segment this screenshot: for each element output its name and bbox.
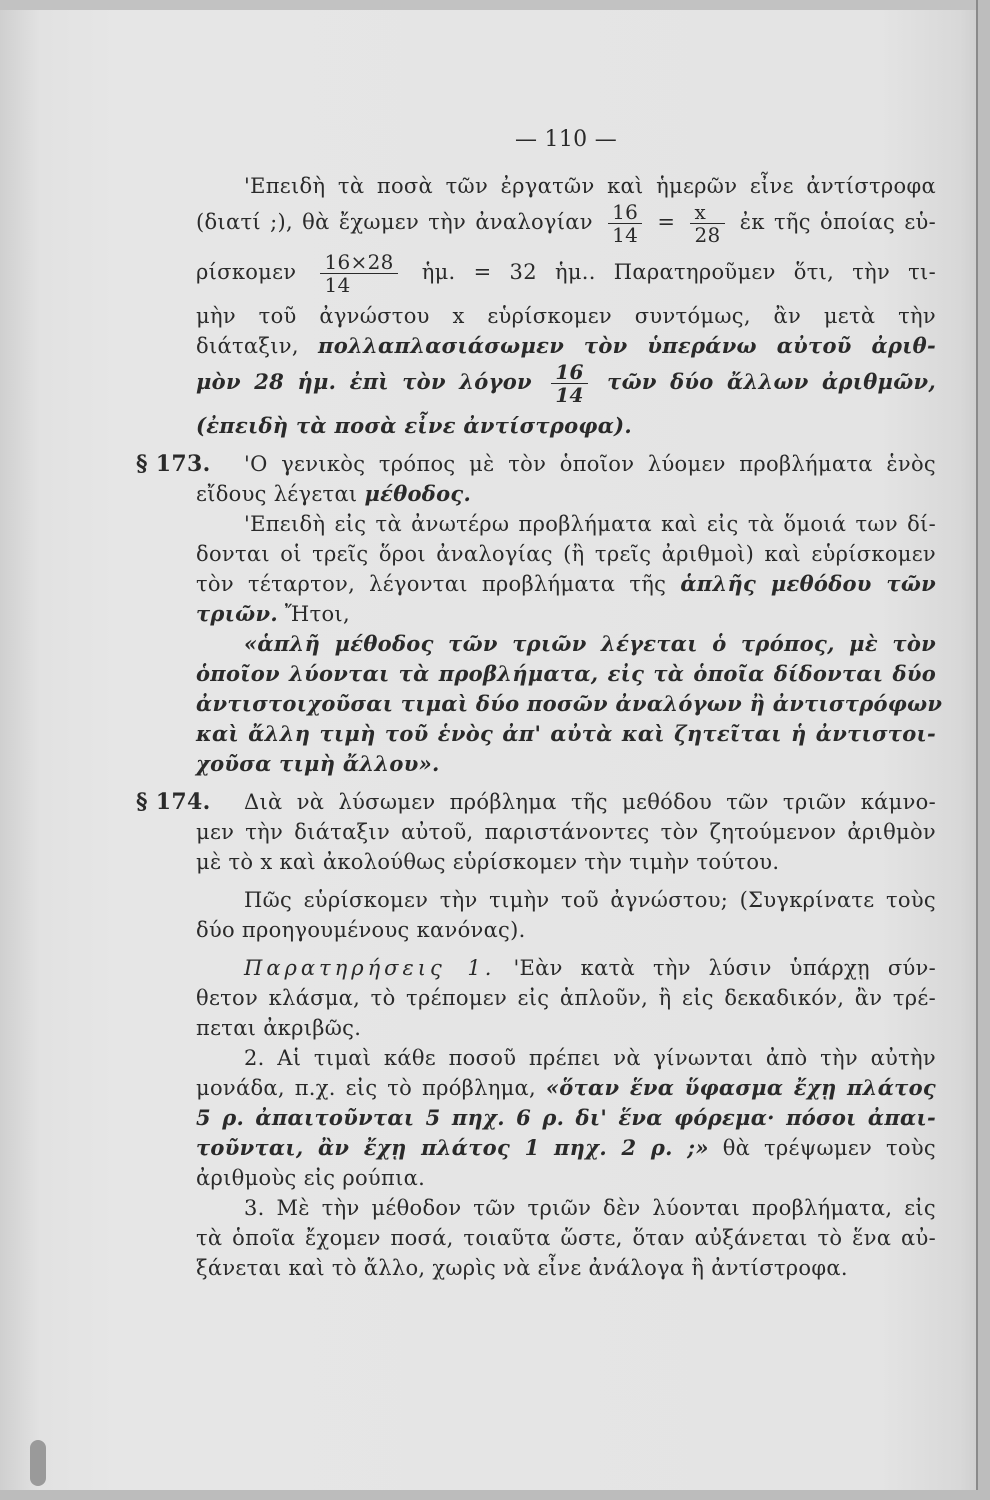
text-line: 'Ο γενικὸς τρόπος μὲ τὸν ὁποῖον λύομεν προβλήματα ἑνὸς [244,452,936,476]
quote-line: «ἁπλῆ μέθοδος τῶν τριῶν λέγεται ὁ τρόπος, μὲ τὸν [244,631,936,656]
scan-bottom-edge [0,1490,990,1500]
section-label: § 173. [136,451,211,477]
fraction-denominator: 14 [612,223,639,247]
fraction-denominator: 28 [694,223,721,247]
fraction-16-14 [608,201,642,246]
text-line-with-fraction [196,251,936,301]
fraction-denominator: 14 [555,383,584,407]
text-line [196,331,936,361]
scan-right-margin [978,0,990,1500]
text-line [196,1133,936,1163]
text-line: 'Επειδὴ τὰ ποσὰ τῶν ἐργατῶν καὶ ἡμερῶν εἶνε ἀντίστροφα [244,174,936,198]
quote-line: ἀντιστοιχοῦσαι τιμαὶ δύο ποσῶν ἀναλόγων ἢ ἀντιστρόφων [196,691,943,716]
text-span: μονάδα, π.χ. εἰς τὸ πρόβλημα, [196,1076,536,1100]
term-method: μέθοδος. [364,481,472,506]
emphasis-text: τῶν δύο ἄλλων ἀριθμῶν, [607,369,936,394]
section-174 [136,787,937,1283]
text-line: Διὰ νὰ λύσωμεν πρόβλημα τῆς μεθόδου τῶν τριῶν κάμνο- [244,790,936,814]
quote-line: ὁποῖον λύονται τὰ προβλήματα, εἰς τὰ ὁποῖα δίδονται δύο [196,661,936,686]
text-line: μὴν τοῦ ἀγνώστου x εὑρίσκομεν συντόμως, ἂν μετὰ τὴν [196,304,936,328]
text-line [196,953,936,983]
fraction-numerator: 16 [551,361,587,384]
fraction-denominator: 14 [324,273,351,297]
text-line: (ἐπειδὴ τὰ ποσὰ εἶνε ἀντίστροφα). [196,413,633,438]
text-line: τὰ ὁποῖα ἔχομεν ποσά, τοιαῦτα ὥστε, ὅταν αὐξάνεται τὸ ἕνα αὐ- [196,1226,936,1250]
text-span: Ἤτοι, [284,602,350,626]
page-right-edge [976,0,978,1500]
text-line-with-proportion [196,201,936,251]
text-line: δύο προηγουμένους κανόνας). [196,918,526,942]
fraction-numerator: 16 [608,201,642,224]
text-span: ἡμ. = 32 ἡμ.. Παρατηροῦμεν ὅτι, τὴν τι- [421,260,936,284]
text-line: μὲ τὸ x καὶ ἀκολούθως εὑρίσκομεν τὴν τιμὴν τούτου. [196,850,780,874]
scan-top-edge [0,0,990,10]
fraction-numerator: 16×28 [320,251,397,274]
emphasis-text: μὸν 28 ἡμ. ἐπὶ τὸν λόγον [196,369,532,394]
quote-line: χοῦσα τιμὴ ἄλλου». [196,751,440,776]
section-label: § 174. [136,789,211,815]
text-line: 'Επειδὴ εἰς τὰ ἀνωτέρω προβλήματα καὶ εἰς τὰ ὅμοιά των δί- [244,512,936,536]
text-line: ξάνεται καὶ τὸ ἄλλο, χωρὶς νὰ εἶνε ἀνάλογα ἢ ἀντίστροφα. [196,1256,848,1280]
observations-heading: Παρατηρήσεις 1. [244,956,496,980]
fraction-16-14-ratio [551,361,587,406]
term-simple-rule-of-three: ἁπλῆς μεθόδου τῶν [680,571,936,596]
example-problem-line: 5 ρ. ἀπαιτοῦνται 5 πηχ. 6 ρ. δι' ἕνα φόρεμα· πόσοι ἀπαι- [196,1105,936,1130]
text-span: ρίσκομεν [196,260,297,284]
text-line [196,1073,936,1103]
text-line [196,599,936,629]
emphasis-text: πολλαπλασιάσωμεν τὸν ὑπεράνω αὐτοῦ ἀριθ- [318,333,936,358]
text-line-with-ratio [196,361,936,411]
fraction-x-28 [690,201,724,246]
text-line: ἀριθμοὺς εἰς ρούπια. [196,1166,426,1190]
text-span: θὰ τρέψωμεν τοὺς [722,1136,936,1160]
section-173 [136,449,943,779]
text-span: διάταξιν, [196,334,299,358]
text-line: 3. Μὲ τὴν μέθοδον τῶν τριῶν δὲν λύονται προβλήματα, εἰς [244,1196,936,1220]
text-span: τὸν τέταρτον, λέγονται προβλήματα τῆς [196,572,667,596]
page-number: — 110 — [514,127,618,152]
fraction-numerator: x [690,201,724,224]
text-line [196,479,936,509]
quote-line: καὶ ἄλλη τιμὴ τοῦ ἑνὸς ἀπ' αὐτὰ καὶ ζητεῖται ἡ ἀντιστοι- [196,721,936,746]
text-span: 'Εὰν κατὰ τὴν λύσιν ὑπάρχῃ σύν- [513,956,937,980]
emphasis-text: τριῶν. [196,601,278,626]
paragraph-intro [196,171,936,441]
text-line: θετον κλάσμα, τὸ τρέπομεν εἰς ἁπλοῦν, ἢ εἰς δεκαδικόν, ἂν τρέ- [196,986,936,1010]
text-line: δονται οἱ τρεῖς ὅροι ἀναλογίας (ἢ τρεῖς ἀριθμοὶ) καὶ εὑρίσκομεν [196,542,936,566]
text-span: ἐκ τῆς ὁποίας εὑ- [739,210,936,234]
fraction-16x28-14 [320,251,397,296]
example-problem-text: τοῦνται, ἂν ἔχῃ πλάτος 1 πηχ. 2 ρ. ;» [196,1135,709,1160]
text-line [196,569,936,599]
example-problem-text: «ὅταν ἕνα ὕφασμα ἔχῃ πλάτος [545,1075,936,1100]
text-line: πεται ἀκριβῶς. [196,1016,362,1040]
binding-hole [30,1440,46,1486]
equals-sign: = [657,210,676,234]
text-line: 2. Αἱ τιμαὶ κάθε ποσοῦ πρέπει νὰ γίνωνται ἀπὸ τὴν αὐτὴν [244,1046,936,1070]
text-span: (διατί ;), θὰ ἔχωμεν τὴν ἀναλογίαν [196,210,593,234]
text-line: μεν τὴν διάταξιν αὐτοῦ, παριστάνοντες τὸν ζητούμενον ἀριθμὸν [196,820,936,844]
text-span: εἴδους λέγεται [196,482,358,506]
book-page [136,125,943,1283]
definition-quote [196,629,943,779]
text-line: Πῶς εὑρίσκομεν τὴν τιμὴν τοῦ ἀγνώστου; (Συγκρίνατε τοὺς [244,888,936,912]
